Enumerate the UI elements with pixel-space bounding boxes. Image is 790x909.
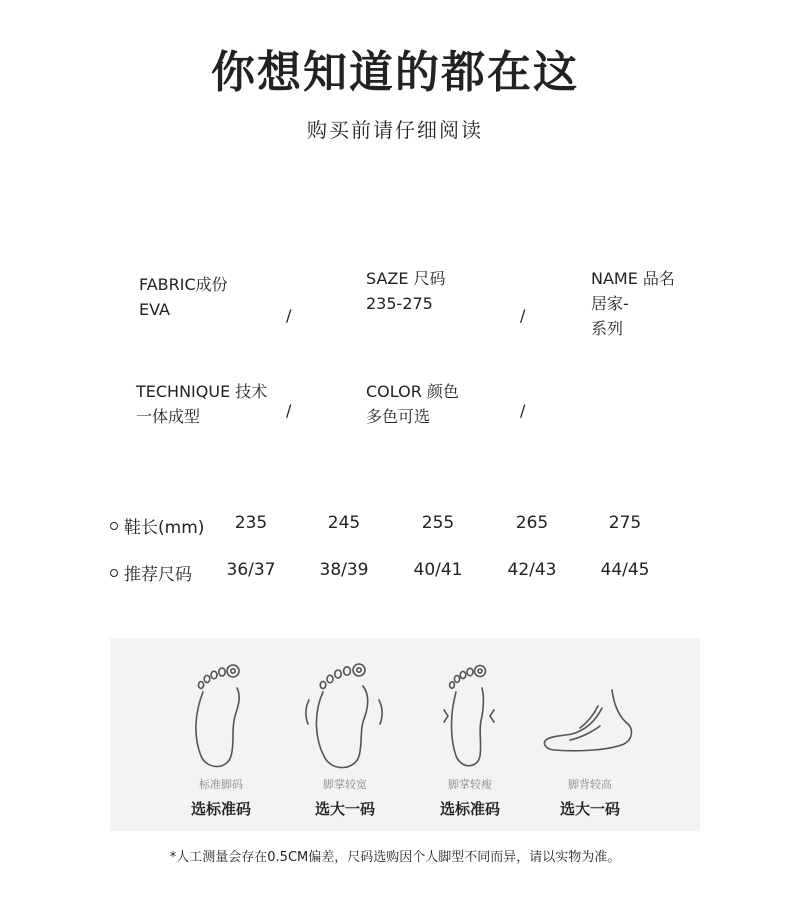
size-cell: 255: [421, 513, 455, 533]
spec-fabric: [139, 272, 228, 322]
row-label: 鞋长(mm): [124, 518, 205, 538]
size-row-length-label: [110, 513, 204, 538]
narrow-foot-icon: [420, 656, 520, 776]
wide-foot-icon: [295, 656, 395, 776]
spec-technique: [136, 379, 267, 429]
spec-name-label: NAME 品名: [591, 269, 675, 288]
size-cell: 44/45: [600, 560, 650, 580]
spec-separator: /: [286, 401, 292, 420]
spec-size-value: 235-275: [366, 294, 433, 313]
spec-separator: /: [520, 306, 526, 325]
foot-recommendation: 选标准码: [190, 800, 251, 818]
foot-guide-item: [161, 638, 281, 831]
size-cell: 245: [327, 513, 361, 533]
high-instep-icon: [540, 656, 650, 776]
spec-color: [366, 379, 459, 429]
spec-color-label: COLOR 颜色: [366, 382, 459, 401]
foot-caption: 脚掌较瘦: [448, 778, 492, 791]
foot-guide-panel: [110, 638, 700, 831]
size-row-recommend-label: [110, 560, 192, 585]
foot-caption: 脚背较高: [568, 778, 612, 791]
foot-guide-item: [285, 638, 405, 831]
spec-name-value-1: 居家-: [591, 294, 629, 313]
size-cell: 235: [234, 513, 268, 533]
spec-separator: /: [286, 306, 292, 325]
foot-caption: 标准脚码: [199, 778, 243, 791]
standard-foot-icon: [171, 656, 271, 776]
foot-recommendation: 选大一码: [559, 800, 620, 818]
spec-separator: /: [520, 401, 526, 420]
foot-recommendation: 选大一码: [314, 800, 375, 818]
foot-recommendation: 选标准码: [439, 800, 500, 818]
spec-technique-value: 一体成型: [136, 407, 201, 426]
foot-caption: 脚掌较宽: [323, 778, 367, 791]
foot-guide-item: [530, 638, 650, 831]
size-cell: 265: [515, 513, 549, 533]
spec-fabric-label: FABRIC成份: [139, 275, 228, 294]
spec-size-label: SAZE 尺码: [366, 269, 446, 288]
row-label: 推荐尺码: [124, 565, 192, 585]
size-cell: 42/43: [507, 560, 557, 580]
size-cell: 40/41: [413, 560, 463, 580]
disclaimer-note: *人工测量会存在0.5CM偏差，尺码选购因个人脚型不同而异，请以实物为准。: [169, 850, 621, 865]
size-cell: 38/39: [319, 560, 369, 580]
spec-color-value: 多色可选: [366, 407, 431, 426]
spec-size: [366, 266, 446, 316]
size-cell: 275: [608, 513, 642, 533]
page-title: 你想知道的都在这: [211, 47, 579, 98]
page-subtitle: 购买前请仔细阅读: [307, 118, 483, 142]
spec-fabric-value: EVA: [139, 300, 170, 319]
bullet-icon: [110, 569, 118, 577]
size-cell: 36/37: [226, 560, 276, 580]
bullet-icon: [110, 522, 118, 530]
spec-name: [591, 266, 675, 341]
spec-name-value-2: 系列: [591, 319, 624, 338]
foot-guide-item: [410, 638, 530, 831]
spec-technique-label: TECHNIQUE 技术: [136, 382, 268, 401]
